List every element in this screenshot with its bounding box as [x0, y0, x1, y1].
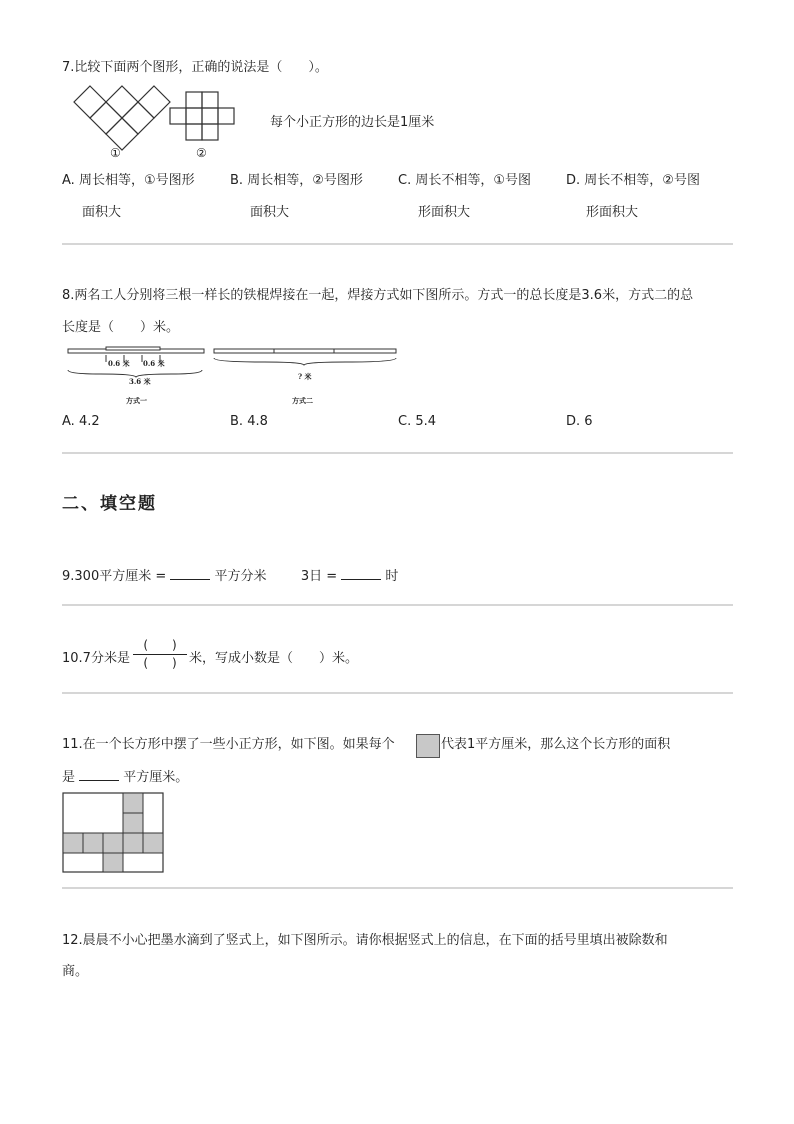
q7-option-d[interactable] — [566, 173, 700, 189]
q10-numerator: ( ) — [143, 638, 177, 652]
option-text: 4.2 — [78, 414, 100, 429]
option-letter: D. — [566, 173, 581, 188]
q7-stem: 7.比较下面两个图形，正确的说法是（ ）。 — [62, 60, 328, 75]
q12-line1: 12.晨晨不小心把墨水滴到了竖式上，如下图所示。请你根据竖式上的信息，在下面的括号里填出被除数和 — [62, 933, 668, 948]
q7-figure-2-label: ② — [196, 146, 207, 160]
option-text: 6 — [584, 414, 593, 429]
small-square — [83, 833, 103, 853]
option-text: 周长不相等，①号图 — [415, 173, 532, 188]
q11-line2-a: 是 — [62, 770, 76, 785]
option-letter: D. — [566, 414, 581, 429]
q9-line — [62, 567, 398, 585]
q8-option-c[interactable] — [398, 414, 436, 430]
q9-part1-b: 平方分米 — [214, 569, 267, 584]
q8-stem-line1: 8.两名工人分别将三根一样长的铁棍焊接在一起，焊接方式如下图所示。方式一的总长度是3.6米，方式二的总 — [62, 288, 694, 303]
small-square — [123, 813, 143, 833]
option-letter: A. — [62, 173, 75, 188]
q8-option-b[interactable] — [230, 414, 268, 430]
q7-option-a-cont: 面积大 — [82, 205, 122, 220]
q9-blank-2[interactable] — [341, 567, 381, 580]
option-letter: B. — [230, 173, 244, 188]
q8-fig2-total: ? 米 — [298, 372, 312, 381]
rhombus-1d — [90, 102, 122, 134]
q8-stem-line2: 长度是（ ）米。 — [62, 320, 180, 335]
option-letter: B. — [230, 414, 244, 429]
q9-part2-a: 3日 = — [300, 569, 338, 584]
small-square — [143, 833, 163, 853]
q8-figures — [64, 344, 404, 408]
section-title: 二、填空题 — [62, 494, 157, 514]
q7-option-c-cont: 形面积大 — [418, 205, 471, 220]
option-text: 周长相等，①号图形 — [78, 173, 195, 188]
q7-figure-1-label: ① — [110, 146, 121, 160]
q7-figure-1 — [74, 86, 170, 150]
q10-tail: 米，写成小数是（ ）米。 — [189, 651, 359, 666]
q9-part2-b: 时 — [385, 569, 399, 584]
q8-fig2-caption: 方式二 — [292, 396, 313, 405]
small-square — [63, 833, 83, 853]
separator — [62, 692, 733, 694]
q7-option-c[interactable] — [398, 173, 531, 189]
separator — [62, 452, 733, 454]
option-letter: C. — [398, 414, 412, 429]
q7-option-b[interactable] — [230, 173, 363, 189]
q11-line2-b: 平方厘米。 — [123, 770, 189, 785]
q9-blank-1[interactable] — [170, 567, 210, 580]
option-text: 周长相等，②号图形 — [247, 173, 363, 188]
option-text: 4.8 — [247, 414, 268, 429]
option-letter: C. — [398, 173, 412, 188]
q8-option-a[interactable] — [62, 414, 100, 430]
q7-option-d-cont: 形面积大 — [586, 205, 639, 220]
separator — [62, 887, 733, 889]
q11-line1-b: 代表1平方厘米，那么这个长方形的面积 — [441, 737, 671, 752]
q7-figure-2 — [170, 92, 234, 140]
q8-fig1-seg-b: 0.6 米 — [143, 359, 165, 368]
option-text: 周长不相等，②号图 — [584, 173, 700, 188]
rhombus-1b — [106, 86, 138, 118]
small-square — [103, 833, 123, 853]
q8-fig1-seg-a: 0.6 米 — [108, 359, 130, 368]
q10-lead: 10.7分米是 — [62, 651, 130, 666]
small-square — [123, 793, 143, 813]
q11-line2 — [62, 768, 188, 786]
small-square — [123, 833, 143, 853]
q7-figures — [70, 84, 250, 162]
option-letter: A. — [62, 414, 75, 429]
separator — [62, 243, 733, 245]
rhombus-1e — [122, 102, 154, 134]
rhombus-1c — [138, 86, 170, 118]
unit-square-icon — [416, 734, 440, 758]
q7-option-a[interactable] — [62, 173, 195, 189]
q7-option-b-cont: 面积大 — [250, 205, 290, 220]
q9-part1-a: 9.300平方厘米 = — [62, 569, 167, 584]
q11-rectangle-figure — [62, 792, 166, 874]
q8-fig1-total: 3.6 米 — [129, 377, 151, 386]
rhombus-1a — [74, 86, 106, 118]
q11-blank[interactable] — [79, 768, 119, 781]
q8-option-d[interactable] — [566, 414, 593, 430]
fraction-bar — [133, 654, 187, 655]
q8-fig1-caption: 方式一 — [126, 396, 147, 405]
q10-fraction[interactable] — [133, 638, 187, 670]
q8-method-1 — [68, 347, 204, 377]
q10-denominator: ( ) — [143, 656, 177, 670]
option-text: 5.4 — [415, 414, 437, 429]
separator — [62, 604, 733, 606]
q12-line2: 商。 — [62, 964, 89, 979]
small-square — [103, 853, 123, 872]
q11-line1-a: 11.在一个长方形中摆了一些小正方形，如下图。如果每个 — [62, 737, 395, 752]
q7-note: 每个小正方形的边长是1厘米 — [270, 115, 435, 130]
q8-method-2 — [214, 349, 396, 365]
